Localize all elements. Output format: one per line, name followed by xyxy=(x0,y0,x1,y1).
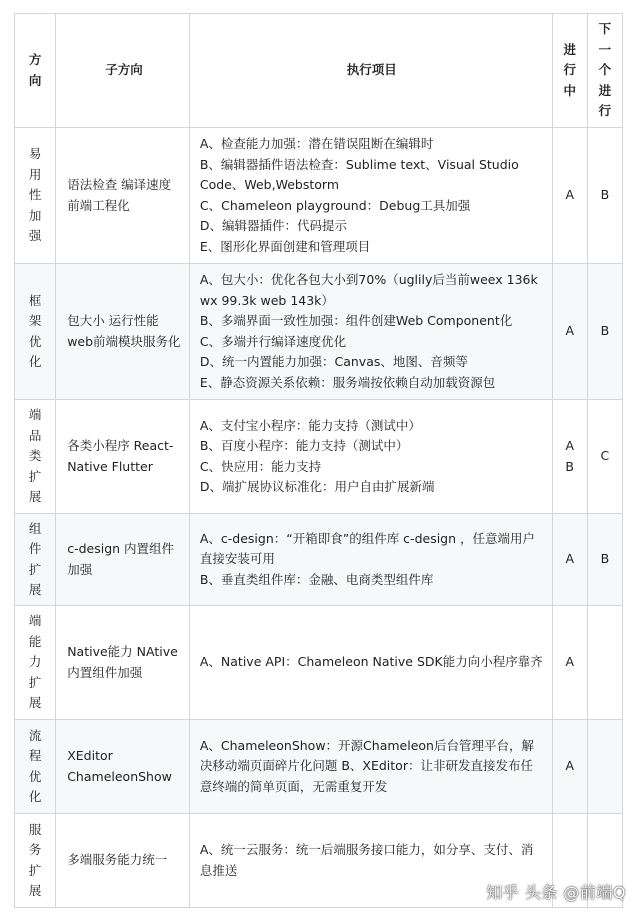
project-item: B、垂直类组件库：金融、电商类型组件库 xyxy=(199,571,434,587)
watermark-text: 知乎 头条 @前端Q xyxy=(486,883,626,902)
project-item: B、编辑器插件语法检查：Sublime text、Visual Studio Code、Web,Webstorm xyxy=(199,156,519,192)
row-direction: 组件扩展 xyxy=(15,514,56,606)
project-item: A、ChameleonShow：开源Chameleon后台管理平台，解决移动端页面碎片化问题 B、XEditor：让非研发直接发布任意终端的简单页面，无需重复开发 xyxy=(199,737,534,794)
row-next xyxy=(587,720,622,814)
row-project xyxy=(189,264,552,400)
project-item: E、静态资源关系依赖：服务端按依赖自动加载资源包 xyxy=(199,374,496,390)
row-sub-direction: 各类小程序 React-Native Flutter xyxy=(56,400,190,514)
project-item: D、统一内置能力加强：Canvas、地图、音频等 xyxy=(199,354,468,369)
row-sub-direction: Native能力 NAtive 内置组件加强 xyxy=(56,606,190,720)
row-in-progress: A xyxy=(552,128,587,264)
row-sub-direction: c-design 内置组件加强 xyxy=(56,514,190,606)
project-item: A、支付宝小程序：能力支持（测试中） xyxy=(199,417,421,433)
roadmap-table xyxy=(14,13,623,908)
row-in-progress: A B xyxy=(552,400,587,514)
project-item: D、编辑器插件：代码提示 xyxy=(199,218,347,233)
row-project xyxy=(189,514,552,606)
project-item: A、包大小：优化各包大小到70%（uglily后当前weex 136k wx 99.3k web 143k） xyxy=(199,272,538,308)
table-row xyxy=(15,128,623,264)
row-in-progress: A xyxy=(552,606,587,720)
row-direction: 服务扩展 xyxy=(15,814,56,908)
project-item: E、图形化界面创建和管理项目 xyxy=(199,238,371,254)
row-next xyxy=(587,606,622,720)
project-item: A、Native API：Chameleon Native SDK能力向小程序靠齐 xyxy=(199,654,543,670)
row-direction: 端能力扩展 xyxy=(15,606,56,720)
row-project xyxy=(189,606,552,720)
row-project xyxy=(189,720,552,814)
row-sub-direction: XEditor ChameleonShow xyxy=(56,720,190,814)
row-next: B xyxy=(587,514,622,606)
row-in-progress: A xyxy=(552,720,587,814)
row-next: B xyxy=(587,264,622,400)
project-item: B、多端界面一致性加强：组件创建Web Component化 xyxy=(199,313,513,328)
row-project xyxy=(189,400,552,514)
row-sub-direction: 语法检查 编译速度 前端工程化 xyxy=(56,128,190,264)
project-item: A、统一云服务：统一后端服务接口能力，如分享、支付、消息推送 xyxy=(199,842,534,878)
row-next: B xyxy=(587,128,622,264)
header-in-progress: 进行中 xyxy=(552,14,587,128)
row-direction: 流程优化 xyxy=(15,720,56,814)
header-next: 下一个进行 xyxy=(587,14,622,128)
row-in-progress: A xyxy=(552,514,587,606)
project-item: A、c-design：“开箱即食”的组件库 c-design ，任意端用户直接安装可用 xyxy=(199,530,536,567)
project-item: A、检查能力加强：潜在错误阻断在编辑时 xyxy=(199,136,434,151)
table-row xyxy=(15,720,623,814)
row-direction: 易用性加强 xyxy=(15,128,56,264)
table-row xyxy=(15,606,623,720)
table-row xyxy=(15,514,623,606)
row-next: C xyxy=(587,400,622,514)
project-item: D、端扩展协议标准化：用户自由扩展新端 xyxy=(199,479,435,494)
project-item: C、多端并行编译速度优化 xyxy=(199,333,347,349)
row-sub-direction: 包大小 运行性能 web前端模块服务化 xyxy=(56,264,190,400)
header-sub-direction: 子方向 xyxy=(56,14,190,128)
project-item: B、百度小程序：能力支持（测试中） xyxy=(199,438,409,453)
row-direction: 端品类扩展 xyxy=(15,400,56,514)
header-direction: 方向 xyxy=(15,14,56,128)
row-in-progress: A xyxy=(552,264,587,400)
row-project xyxy=(189,128,552,264)
row-direction: 框架优化 xyxy=(15,264,56,400)
table-row xyxy=(15,264,623,400)
table-row xyxy=(15,400,623,514)
header-project: 执行项目 xyxy=(189,14,552,128)
project-item: C、Chameleon playground：Debug工具加强 xyxy=(199,197,471,213)
row-sub-direction: 多端服务能力统一 xyxy=(56,814,190,908)
project-item: C、快应用：能力支持 xyxy=(199,458,322,474)
